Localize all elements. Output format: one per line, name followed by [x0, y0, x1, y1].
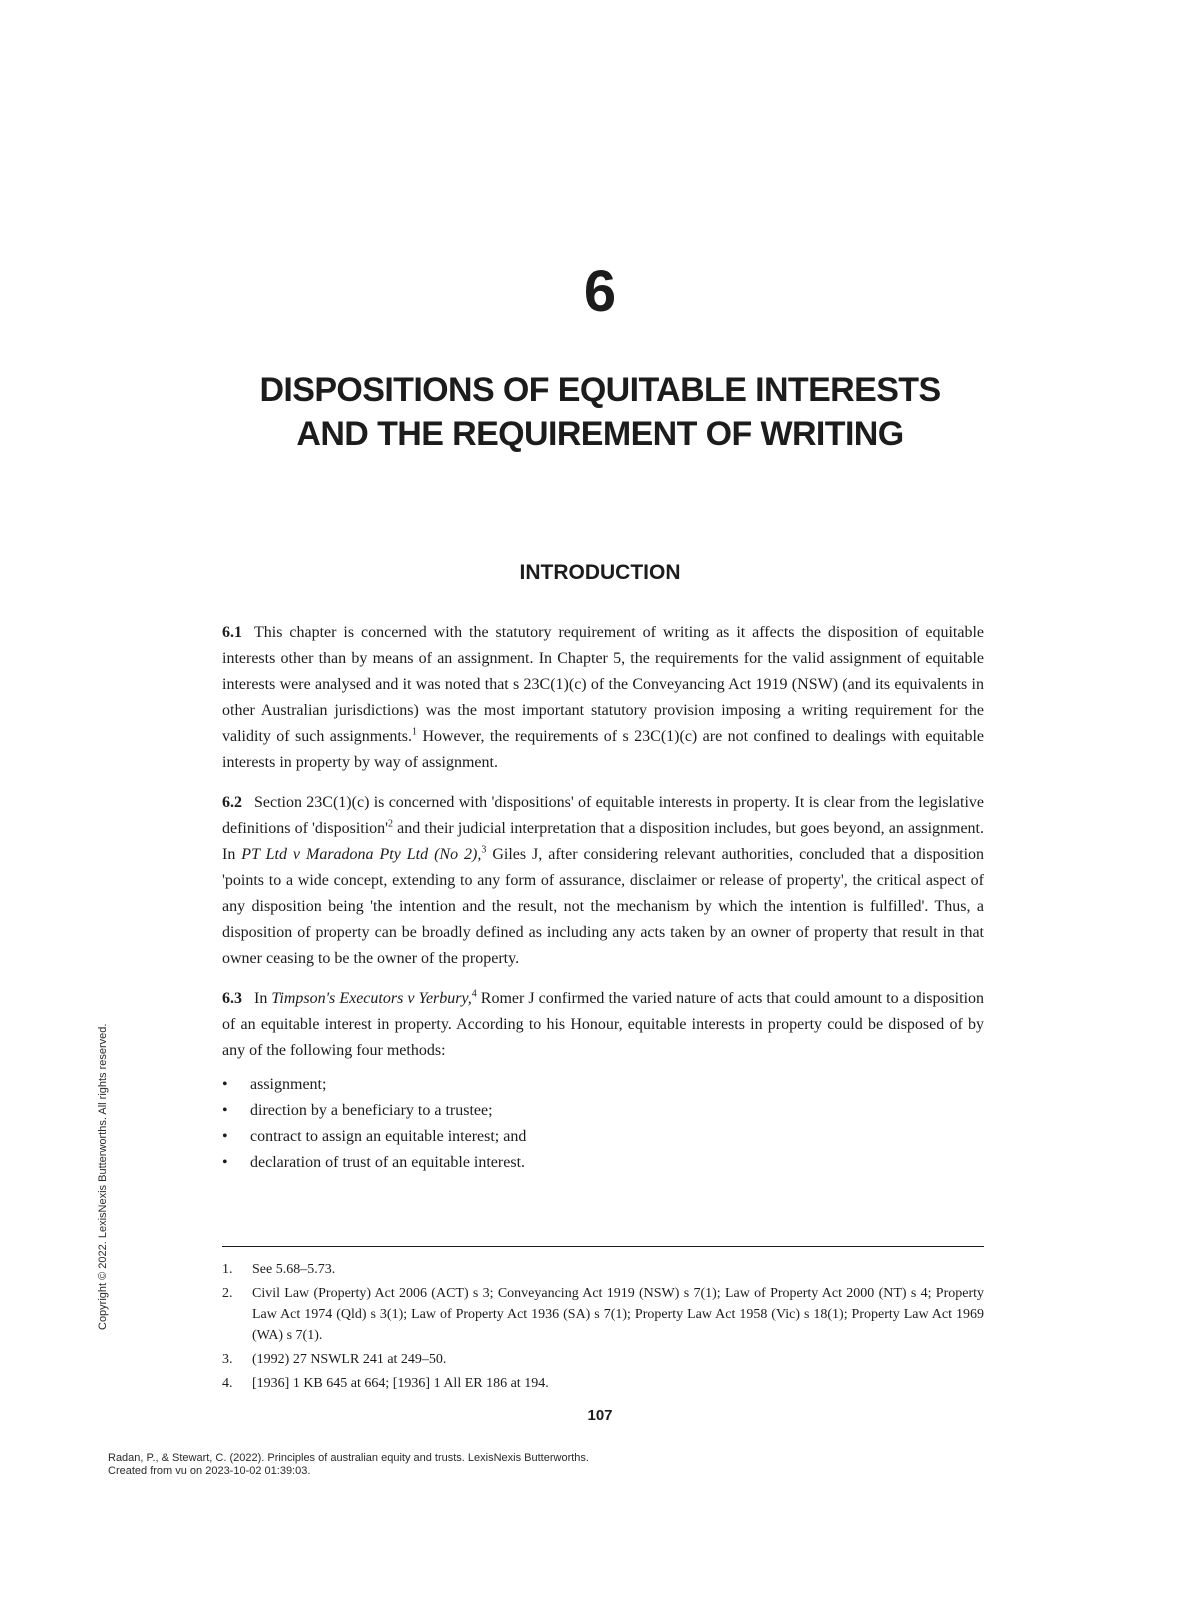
paragraph-number: 6.2: [222, 794, 242, 811]
paragraph-number: 6.3: [222, 990, 242, 1007]
footnote-number: 2.: [222, 1286, 233, 1301]
case-name: PT Ltd v Maradona Pty Ltd (No 2),: [241, 846, 482, 863]
list-item-text: declaration of trust of an equitable interest.: [250, 1154, 526, 1171]
paragraph-6-1: [222, 620, 984, 776]
footnote-text: [1936] 1 KB 645 at 664; [1936] 1 All ER 186 at 194.: [252, 1376, 549, 1391]
list-item: [222, 1150, 984, 1176]
footnote: [222, 1373, 984, 1394]
footnote: [222, 1283, 984, 1346]
list-item: [222, 1072, 984, 1098]
paragraph-number: 6.1: [222, 624, 242, 641]
citation-line-1: Radan, P., & Stewart, C. (2022). Principles of australian equity and trusts. LexisNexis Butterworths.: [108, 1452, 589, 1464]
section-heading: INTRODUCTION: [519, 561, 681, 584]
page-number: 107: [587, 1407, 613, 1424]
footnote-ref[interactable]: 3: [481, 844, 487, 856]
paragraph-text: Giles J, after considering relevant authorities, concluded that a disposition 'points to a wide concept, extending to any form of assurance, disclaimer or release of property', the critical aspect of any disposition being 'the intention and the result, not the mechanism by which the intention is fulfilled'. Thus, a disposition of property can be broadly defined as including any acts taken by an owner of property that result in that owner ceasing to be the owner of the property.: [222, 846, 985, 967]
source-citation: [108, 1452, 589, 1478]
paragraph-text: Romer J confirmed the varied nature of acts that could amount to a disposition of an equitable interest in property. According to his Honour, equitable interests in property could be disposed of by any of the following four methods:: [222, 990, 985, 1059]
footnote-number: 4.: [222, 1376, 233, 1391]
paragraph-text: Section 23C(1)(c) is concerned with 'dispositions' of equitable interests in property. It is clear from the legislative definitions of 'disposition': [222, 794, 984, 837]
list-item: [222, 1124, 984, 1150]
bullet-icon: •: [222, 1154, 228, 1171]
paragraph-text: However, the requirements of s 23C(1)(c) are not confined to dealings with equitable interests in property by way of assignment.: [222, 728, 985, 771]
bullet-icon: •: [222, 1102, 228, 1119]
footnote-divider: [222, 1246, 984, 1247]
list-item: [222, 1098, 984, 1124]
list-item-text: contract to assign an equitable interest; and: [250, 1128, 527, 1145]
paragraph-6-3: [222, 986, 984, 1064]
footnote-ref[interactable]: 1: [412, 726, 418, 738]
chapter-title-line-2: AND THE REQUIREMENT OF WRITING: [296, 415, 904, 453]
list-item-text: direction by a beneficiary to a trustee;: [250, 1102, 493, 1119]
citation-line-2: Created from vu on 2023-10-02 01:39:03.: [108, 1465, 311, 1477]
paragraph-text: This chapter is concerned with the statutory requirement of writing as it affects the disposition of equitable interests other than by means of an assignment. In Chapter 5, the requirements for the valid assignment of equitable interests were analysed and it was noted that s 23C(1)(c) of the Conveyancing Act 1919 (NSW) (and its equivalents in other Australian jurisdictions) was the most important statutory provision imposing a writing requirement for the validity of such assignments.: [222, 624, 984, 745]
bullet-icon: •: [222, 1076, 228, 1093]
footnotes: [222, 1259, 984, 1397]
case-name: Timpson's Executors v Yerbury,: [271, 990, 472, 1007]
footnote-ref[interactable]: 2: [388, 818, 394, 830]
chapter-title-line-1: DISPOSITIONS OF EQUITABLE INTERESTS: [259, 371, 941, 409]
footnote-text: Civil Law (Property) Act 2006 (ACT) s 3; Conveyancing Act 1919 (NSW) s 7(1); Law of Property Act 2000 (NT) s 4; Property Law Act 1974 (Qld) s 3(1); Law of Property Act 1936 (SA) s 7(1); Property Law Act 1958 (Vic) s 18(1); Property Law Act 1969 (WA) s 7(1).: [252, 1286, 984, 1343]
footnote-number: 3.: [222, 1352, 233, 1367]
footnote: [222, 1259, 984, 1280]
list-item-text: assignment;: [250, 1076, 327, 1093]
footnote-text: (1992) 27 NSWLR 241 at 249–50.: [252, 1352, 447, 1367]
copyright-notice: Copyright © 2022. LexisNexis Butterworths. All rights reserved.: [97, 1023, 109, 1330]
footnote: [222, 1349, 984, 1370]
paragraph-6-2: [222, 790, 984, 972]
bullet-icon: •: [222, 1128, 228, 1145]
paragraph-text: and their judicial interpretation that a disposition includes, but goes beyond, an assignment. In: [222, 820, 985, 863]
bullet-list: [222, 1072, 984, 1176]
footnote-ref[interactable]: 4: [471, 988, 477, 1000]
chapter-number: 6: [583, 259, 617, 324]
chapter-title: [0, 368, 1200, 456]
body-text: [222, 620, 984, 1176]
footnote-number: 1.: [222, 1262, 233, 1277]
footnote-text: See 5.68–5.73.: [252, 1262, 336, 1277]
paragraph-text: In: [254, 990, 272, 1007]
